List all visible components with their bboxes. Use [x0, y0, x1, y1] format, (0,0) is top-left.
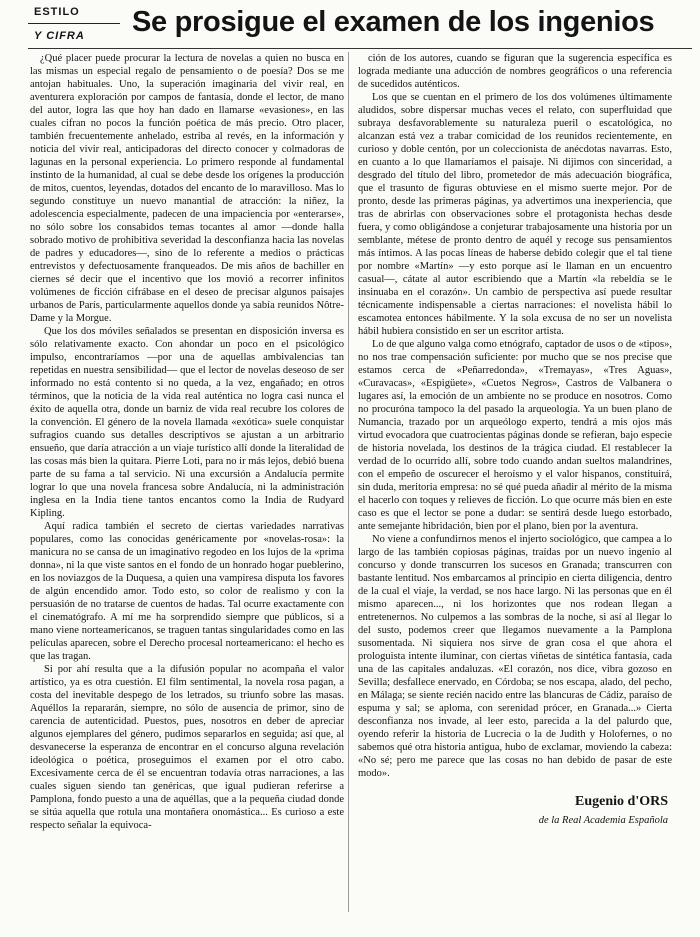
column-divider [348, 52, 349, 912]
section-rubric-bottom: Y CIFRA [34, 30, 85, 42]
paragraph: Si por ahí resulta que a la difusión popular no acompaña el valor artístico, ya es otra cuestión. El film sentimental, la novela rosa pagan, a costa del inevitable despego de los letrados, su triunfo sobre las masas. Aquéllos la repararán, siempre, no sólo de ausencia de primor, sino de carencia de autenticidad. Puestos, pues, nosotros en deber de apreciar algunos ejemplares del género, pudimos separarlos en seguida; así que, al desvanecerse la esperanza de encontrar en el concurso alguna revelación ideológica o poética, proseguimos el examen por el otro cabo. Excesivamente cerca de él se encuentran todavía otras narraciones, a las cuales siguen siendo tan genéricas, que igual pudieran referirse a Pamplona, fondo puesto a una de aquéllas, que a la pequeña ciudad donde se sitúa aquella que rotula una montañera onomástica... Es curioso a este respecto señalar la equivoca- [30, 664, 344, 831]
rubric-divider [28, 23, 120, 24]
author-affiliation: de la Real Academia Española [538, 815, 668, 826]
paragraph: Que los dos móviles señalados se presentan en disposición inversa es sólo relativamente exacto. Con ahondar un poco en el psicológico impulso, encontraríamos —por una de aquellas ambivalencias tan repetidas en nuestra sensibilidad— que el lector de novelas deseoso de ser informado no está contento si no queda, a la vez, engañado; en otros términos, que la noticia de la vida real auténtica no logra casi nunca el éxito de aquella otra, donde un barniz de vida real recubre los colores de la convención. El género de la novela llamada «exótica» suele conquistar sufragios cuando sus detalles descriptivos se ajustan a un arbitrario ensueño, que daría atracción a un viaje turístico allí donde la literalidad de las cosas más bien la quitara. Pierre Loti, para no ir más lejos, debió buena parte de su fama a tal servicio. Ni una excursión a Andalucía permite lograr lo que una novela francesa sobre Andalucía, ni la administración inglesa en la India tiene tantos encantos como la India de Rudyard Kipling. [30, 326, 344, 519]
left-column [30, 52, 344, 932]
article-headline: Se prosigue el examen de los ingenios [132, 6, 655, 38]
paragraph: Aquí radica también el secreto de ciertas variedades narrativas populares, como las conocidas genéricamente por «novelas-rosa»: la manicura no se cansa de un imaginativo regodeo en los lujos de la «prima donna», ni la que viste santos en el fondo de un honrado hogar pueblerino, en los noviazgos de la Duquesa, a quien una vampiresa disputa los favores de algún encendido amor. Todo esto, so color de realismo y con la persuasión de no tratarse de cuentos de hadas. Tal ocurre exactamente con el cinematógrafo. A mí me ha sorprendido siempre que públicos, si a mano viene norteamericanos, se traguen tantas singularidades como en las películas aparecen, sobre el Derecho procesal norteamericano: el hecho es que las tragan. [30, 521, 344, 662]
author-signature: Eugenio d'ORS [575, 794, 668, 809]
paragraph: Lo de que alguno valga como etnógrafo, captador de usos o de «tipos», no nos trae compensación suficiente: por mucho que se nos precise que estamos cerca de «Peñarredonda», «Tremayas», «Tres Aguas», «Curavacas», «Espigüete», «Cuetos Negros», Castros de Valbanera o lugares así, la emoción de un ambiente no se produce en nosotros. Como no procuróna tampoco la del pasado la arqueología. Ya un buen plano de Numancia, trazado por un arqueólogo experto, tendrá a mis ojos más virtud evocadora que cuatrocientas páginas donde se refieran, bajo especie de historia novelada, los destinos de la trágica ciudad. El restablecer la verdad de lo ocurrido allí, sobre todo cuando andan sueltos malandrines, con el empeño de oscurecer el heroísmo y el valor hispanos, constituirá, sin duda, meritoria empresa: no sé qué pueda añadir al mérito de la misma el hacerlo con toques y relieves de ficción. Lo que ocurre más bien en este caso es que el lector se pone a dudar: se sentirá desde luego estorbado, ante semejante hibridación, bien por el plano, bien por la aventura. [358, 339, 672, 532]
section-rubric-top: ESTILO [34, 6, 80, 18]
paragraph: No viene a confundirnos menos el injerto sociológico, que campea a lo largo de las también copiosas páginas, traídas por un nuevo ingenio al concurso y donde transcurren los sucesos en Granada; transcurren con bastante lentitud. Nos embarcamos al principio en cierta diligencia, dentro de la cual el viaje, la verdad, se nos hace largo. Ni las personas que en él mismo aparecen..., ni los horizontes que nos rodean llegan a entretenernos. No culpemos a las sombras de la noche, si así al llegar lo del susto, podemos creer que llegamos nuevamente a la Pamplona susomentada. Ni siquiera nos sirve de gran cosa el que ahora el prologuista intente iluminar, con ciertas viñetas de sintética fantasía, cada una de las capitales andaluzas. «El corazón, nos dice, vibra gozoso en Sevilla; desfallece enervado, en Córdoba; se nos escapa, alado, del pecho, en Málaga; se siente recién nacido entre las blancuras de Cádiz, paraíso de espuma y sal; se aploma, con serenidad prócer, en Granada...» Cierta desconfianza nos invade, al leer esto, parecida a la del palurdo que, oyendo referir la historia de Lucrecia o la de Judith y Holofernes, o no sabemos qué otra historia antigua, hubo de exclamar, moviendo la cabeza: «No sé; pero me parece que las cosas no han debido de pasar de este modo». [358, 534, 672, 779]
paragraph-continuation: ción de los autores, cuando se figuran que la sugerencia específica es lograda mediante una aducción de nombres geográficos o una referencia de sucedidos auténticos. [358, 53, 672, 90]
header-rule [28, 48, 692, 49]
paragraph: Los que se cuentan en el primero de los dos volúmenes últimamente aludidos, sobre dispersar muchas veces el relato, con superfluidad que subraya desfavorablemente su naturaleza pueril o escatológica, no alcanzan está vez a trabar comicidad de los reunidos recientemente, en curioso y doble centón, por un coleccionista de anécdotas navarras. Esto, en cuanto a lo que llamaríamos el paisaje. Ni dijimos con sinceridad, a desgrado del título del libro, prometedor de más adecuación biográfica, que el trasunto de figuras obtuviese en el mismo suerte mejor. Por de pronto, desde las primeras páginas, ya advertimos una inexperiencia, que tras de abrirlas con observaciones sobre el protagonista hechas desde fuera, y como obligándose a conjeturar trabajosamente una historia por un semblante, métese de pronto dentro de aquél y recoge sus pensamientos más íntimos. A las pocas líneas de haberse debido colegir que el tal tiene por nombre «Martín» —y esto porque así le llaman en un encuentro casual—, cátate al autor escribiendo que a Martín «la rebeldía se le insinuaba en el corazón». Un cambio de perspectiva así puede resultar técnicamente indispensable a ciertas narraciones: el novelista hábil lo escamotea entonces hábilmente. Y la sola excusa de no ser un novelista hábil hubiera consistido en ser un escritor artista. [358, 92, 672, 337]
paragraph: ¿Qué placer puede procurar la lectura de novelas a quien no busca en las mismas un especial regalo de pensamiento o de poesía? Dos se me antojan habituales. Uno, la superación imaginaria del vivir real, en aventurera exploración por campos de fantasía, donde el lector, de mano del autor, logra las que hoy han dado en llamarse «evasiones», en las cuales cifran no pocos la función poética de más precio. Otro placer, también frecuentemente anhelado, estriba al revés, en la información y noticia del vivir real, anticipadoras del directo conocer y colmadoras de lagunas en la personal experiencia. Lo primero responde al fundamental instinto de la humanidad, al cual se debe desde los orígenes la producción de mitos, cuentos, leyendas, dotados del encanto de lo maravilloso. Mas lo segundo constituye un nuevo manantial de atracción: la niñez, la adolescencia especialmente, padecen de una impaciencia por «enterarse», no sólo sobre los consabidos temas tocantes al amor —donde halla sobrado motivo de prohibitiva severidad la desconfianza hacia las novelas de padres y educadores—, sino de lo referente a medios o prácticas entrevistos y defectuosamente franqueados. De mis años de bachiller en ciernes sé decir que el incentivo que los movió a recorrer infinitos volúmenes de ficción cifrábase en el deseo de precisar algunos paisajes urbanos de París, particularmente aquellos donde ya sabía reunidos Nôtre-Dame y la Morgue. [30, 53, 344, 324]
right-column [358, 52, 672, 932]
article-header [28, 4, 692, 46]
